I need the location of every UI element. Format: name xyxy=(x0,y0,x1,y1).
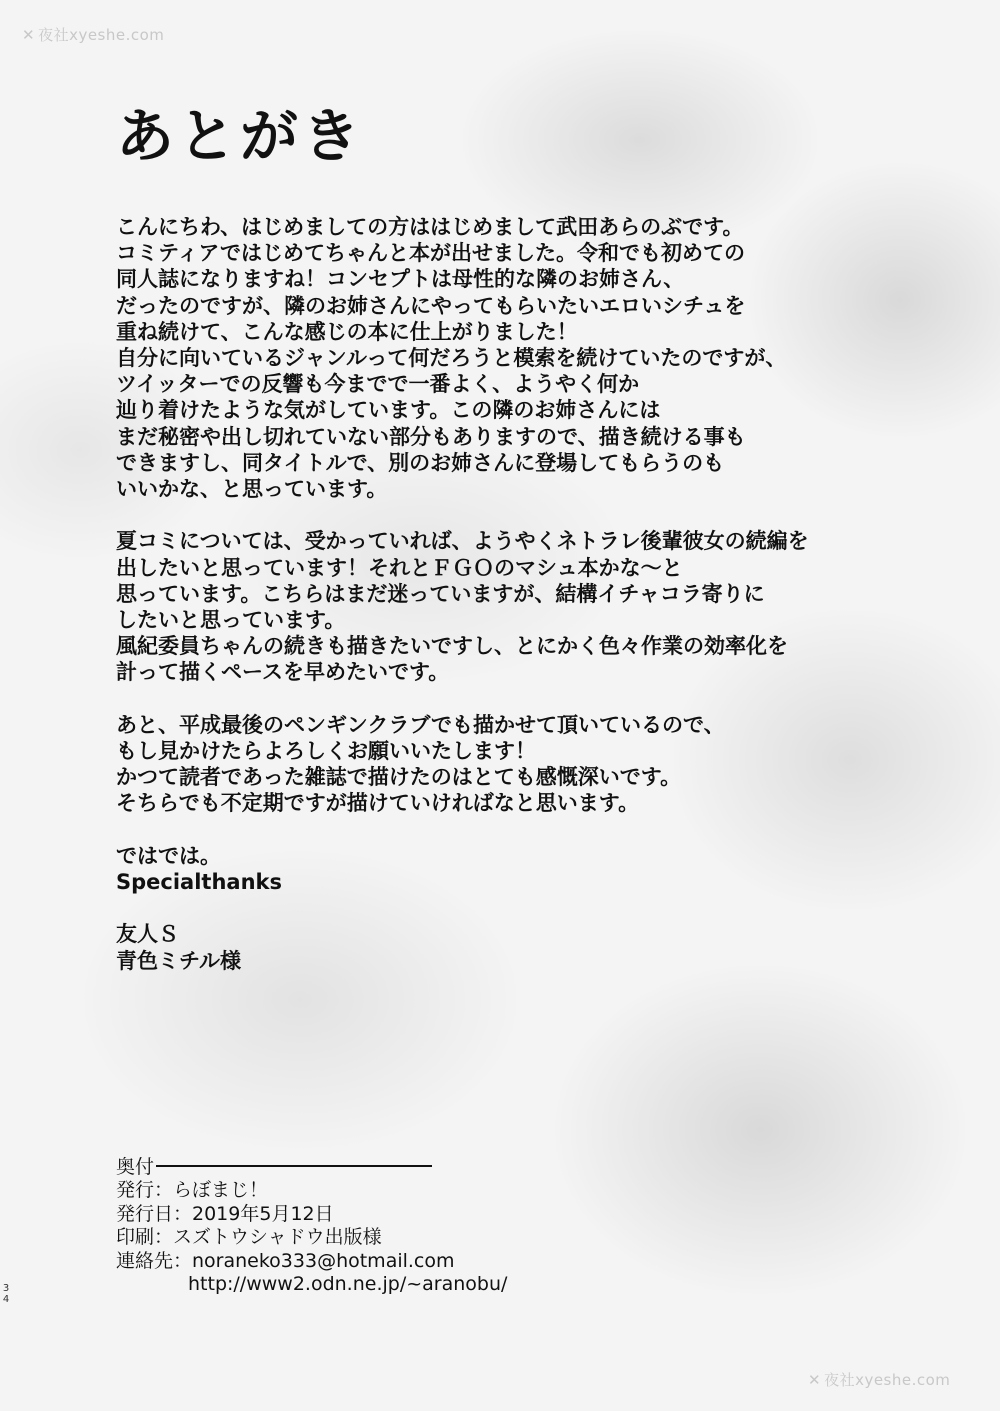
text-line: 友人Ｓ xyxy=(116,922,179,947)
text-line: こんにちわ、はじめましての方ははじめまして武田あらのぶです。 xyxy=(116,215,744,239)
paragraph xyxy=(116,921,946,973)
colophon-rule xyxy=(156,1165,432,1167)
text-line: 計って描くペースを早めたいです。 xyxy=(116,660,450,685)
colophon-url: http://www2.odn.ne.jp/~aranobu/ xyxy=(188,1273,508,1296)
colophon-printer: 印刷：スズトウシャドウ出版様 xyxy=(116,1226,382,1249)
colophon-contact: 連絡先：noraneko333@hotmail.com xyxy=(116,1249,455,1272)
watermark-text: 夜社xyeshe.com xyxy=(38,26,165,44)
text-line: コミティアではじめてちゃんと本が出せました。令和でも初めての xyxy=(116,241,745,266)
colophon-heading: 奥付 xyxy=(116,1156,155,1178)
text-line: ではでは。 xyxy=(116,843,221,868)
colophon-date: 発行日：2019年5月12日 xyxy=(116,1202,334,1225)
text-line: したいと思っています。 xyxy=(116,608,346,633)
page-number: 34 xyxy=(2,1283,10,1305)
colophon xyxy=(116,1156,507,1296)
text-line: いいかな、と思っています。 xyxy=(116,477,388,502)
text-line: 思っています。こちらはまだ迷っていますが、結構イチャコラ寄りに xyxy=(116,581,765,606)
watermark-text: 夜社xyeshe.com xyxy=(824,1371,951,1389)
text-line: 同人誌になりますね！コンセプトは母性的な隣のお姉さん、 xyxy=(116,267,685,292)
text-line: 重ね続けて、こんな感じの本に仕上がりました！ xyxy=(116,319,578,344)
watermark-bottom xyxy=(808,1369,950,1390)
text-line: 青色ミチル様 xyxy=(116,948,241,973)
text-line: そちらでも不定期ですが描けていければなと思います。 xyxy=(116,791,640,816)
afterword-body xyxy=(116,214,946,1000)
page-title: あとがき xyxy=(116,102,365,170)
text-line: だったのですが、隣のお姉さんにやってもらいたいエロいシチュを xyxy=(116,293,746,318)
text-line: 風紀委員ちゃんの続きも描きたいですし、とにかく色々作業の効率化を xyxy=(116,634,788,659)
text-line: 出したいと思っています！それとＦＧＯのマシュ本かな～と xyxy=(116,555,683,580)
text-line: ツイッターでの反響も今までで一番よく、ようやく何か xyxy=(116,372,640,397)
watermark-logo-icon: ✕ xyxy=(808,1371,822,1389)
text-line: 辿り着けたような気がしています。この隣のお姉さんには xyxy=(116,398,661,423)
paragraph xyxy=(116,712,946,817)
text-line: あと、平成最後のペンギンクラブでも描かせて頂いているので、 xyxy=(116,712,725,737)
text-line: まだ秘密や出し切れていない部分もありますので、描き続ける事も xyxy=(116,424,746,449)
watermark-top xyxy=(22,24,164,45)
text-line: できますし、同タイトルで、別のお姉さんに登場してもらうのも xyxy=(116,450,725,475)
text-line: Specialthanks xyxy=(116,870,282,895)
text-line: もし見かけたらよろしくお願いいたします！ xyxy=(116,739,536,764)
colophon-publisher: 発行：らぼまじ！ xyxy=(116,1179,269,1202)
text-line: 夏コミについては、受かっていれば、ようやくネトラレ後輩彼女の続編を xyxy=(116,529,809,554)
text-line: かつて読者であった雑誌で描けたのはとても感慨深いです。 xyxy=(116,765,682,790)
text-line: 自分に向いているジャンルって何だろうと模索を続けていたのですが、 xyxy=(116,346,787,371)
paragraph xyxy=(116,843,946,895)
watermark-logo-icon: ✕ xyxy=(22,26,36,44)
paragraph xyxy=(116,528,946,685)
paragraph xyxy=(116,214,946,502)
colophon-heading-row xyxy=(116,1156,507,1179)
